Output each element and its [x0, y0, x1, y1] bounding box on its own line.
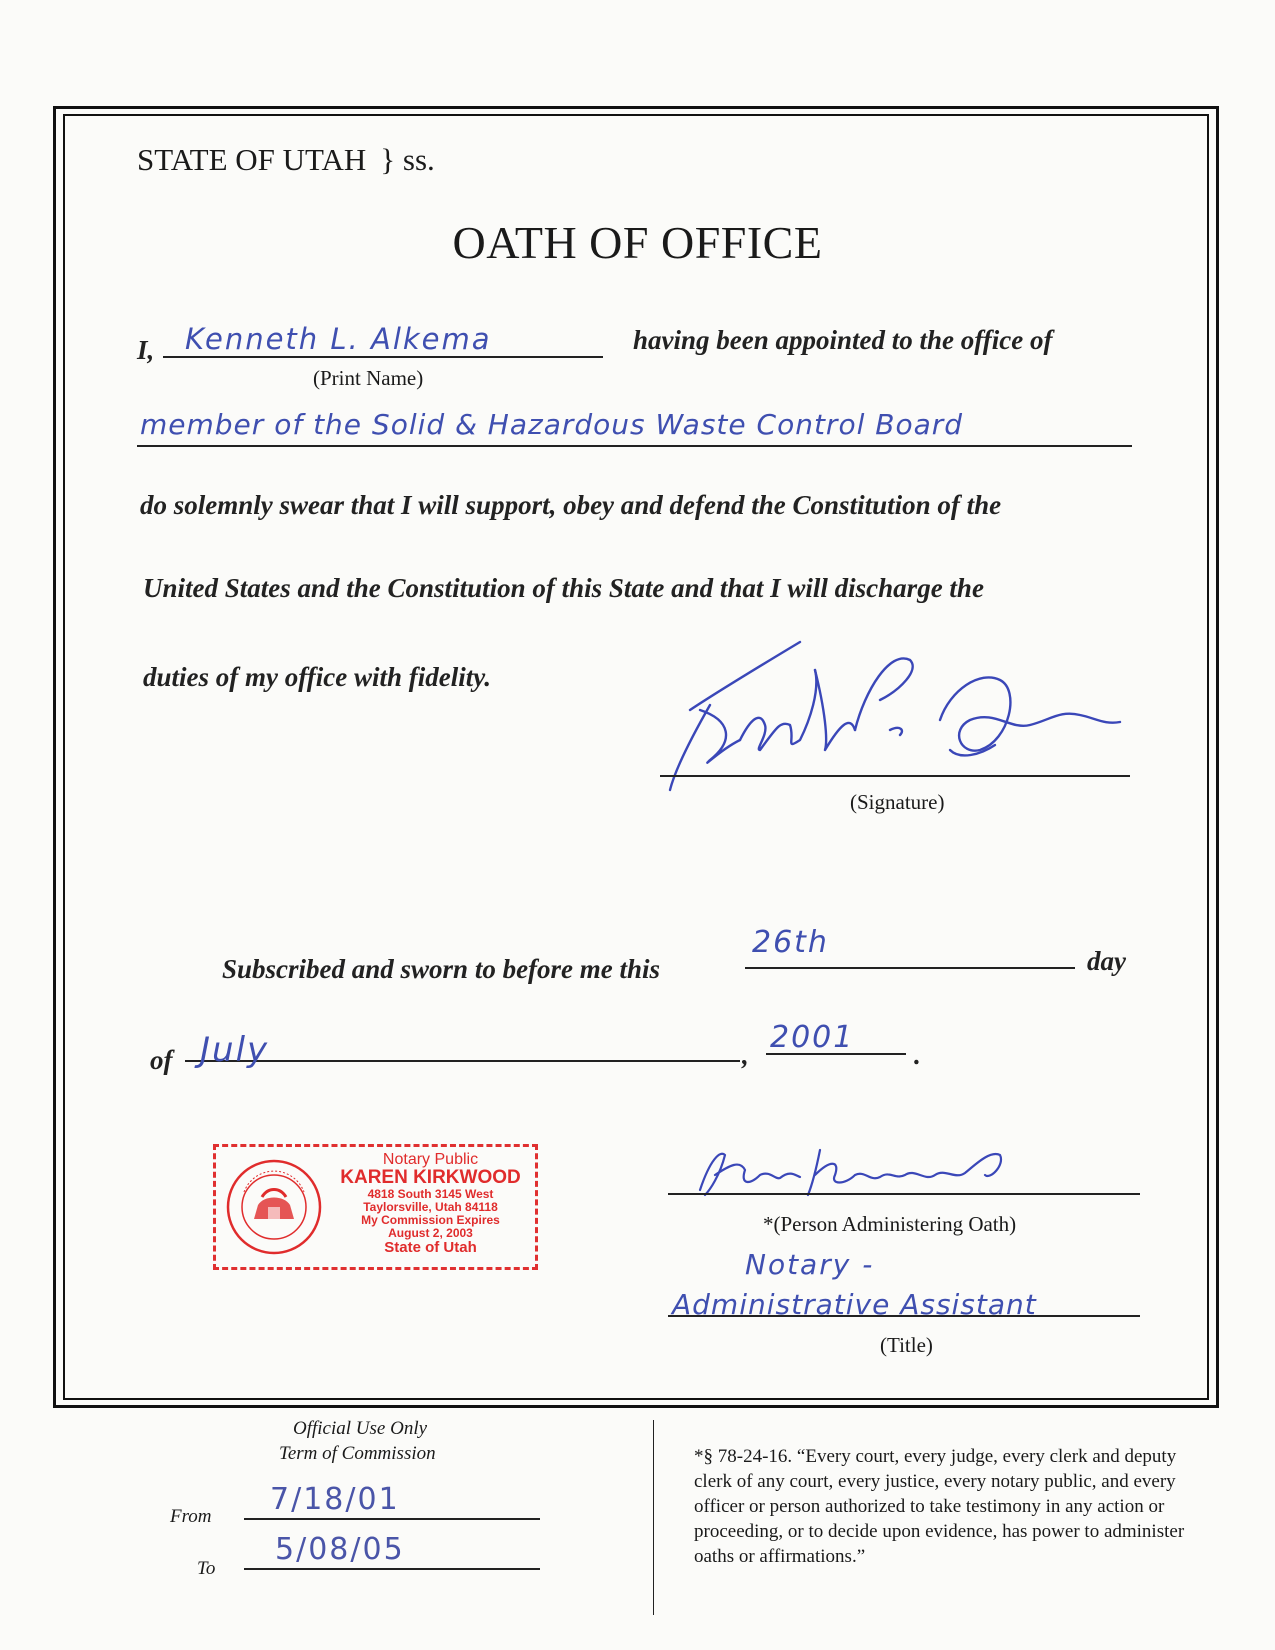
stamp-text — [328, 1151, 533, 1256]
day-line — [745, 967, 1075, 969]
comma: , — [742, 1040, 749, 1070]
signature-image — [650, 630, 1140, 810]
from-label: From — [170, 1506, 212, 1527]
signature-label: (Signature) — [850, 790, 945, 814]
administrator-signature-image — [690, 1130, 1090, 1210]
day-handwritten: 26th — [752, 925, 829, 960]
office-line — [137, 445, 1132, 447]
footer-divider — [653, 1420, 654, 1615]
oath-line-1: do solemnly swear that I will support, obey and defend the Constitution of the — [140, 490, 1002, 520]
i-prefix: I, — [137, 335, 155, 365]
from-line — [244, 1518, 540, 1520]
period: . — [914, 1040, 921, 1070]
having-text: having been appointed to the office of — [633, 325, 1053, 355]
state-heading — [137, 142, 435, 178]
stamp-line-5: My Commission Expires — [361, 1213, 500, 1227]
stamp-line-4: Taylorsville, Utah 84118 — [363, 1200, 498, 1214]
document-title: OATH OF OFFICE — [452, 217, 823, 268]
state-seal-icon — [224, 1157, 324, 1257]
to-line — [244, 1568, 540, 1570]
day-word: day — [1087, 946, 1126, 976]
administrator-line — [668, 1193, 1140, 1195]
stamp-line-7: State of Utah — [384, 1239, 477, 1256]
month-handwritten: July — [200, 1030, 270, 1070]
oath-line-3: duties of my office with fidelity. — [143, 662, 491, 692]
from-value: 7/18/01 — [270, 1482, 400, 1517]
stamp-line-3: 4818 South 3145 West — [367, 1187, 494, 1201]
title-handwritten-2: Administrative Assistant — [672, 1288, 1037, 1321]
title-line — [668, 1315, 1140, 1317]
title-label: (Title) — [880, 1333, 933, 1357]
statute-text: *§ 78-24-16. “Every court, every judge, every clerk and deputy clerk of any court, every justice, every notary public, and every officer or person authorized to take testimony in any action or proceeding, or to decide upon evidence, has power to administer oaths or affirmations.” — [694, 1446, 1185, 1567]
print-name-label: (Print Name) — [313, 366, 424, 390]
year-handwritten: 2001 — [770, 1020, 855, 1055]
term-heading: Term of Commission — [279, 1443, 436, 1464]
notary-stamp — [213, 1144, 538, 1270]
name-handwritten: Kenneth L. Alkema — [185, 322, 492, 356]
stamp-line-6: August 2, 2003 — [388, 1226, 473, 1240]
stamp-line-2: KAREN KIRKWOOD — [340, 1167, 521, 1188]
administrator-label: *(Person Administering Oath) — [763, 1212, 1017, 1236]
subscribed-text: Subscribed and sworn to before me this — [222, 954, 661, 984]
title-handwritten-1: Notary - — [745, 1248, 875, 1281]
name-line — [163, 356, 603, 358]
of-word: of — [150, 1045, 173, 1075]
to-value: 5/08/05 — [275, 1532, 405, 1567]
oath-line-2: United States and the Constitution of this State and that I will discharge the — [143, 573, 984, 603]
state-name: STATE OF UTAH — [137, 142, 367, 177]
to-label: To — [197, 1558, 216, 1579]
stamp-line-1: Notary Public — [382, 1151, 479, 1168]
office-handwritten: member of the Solid & Hazardous Waste Control Board — [140, 408, 964, 441]
official-use-heading: Official Use Only — [293, 1418, 428, 1439]
ss-mark: } ss. — [380, 142, 435, 177]
signature-line — [660, 775, 1130, 777]
